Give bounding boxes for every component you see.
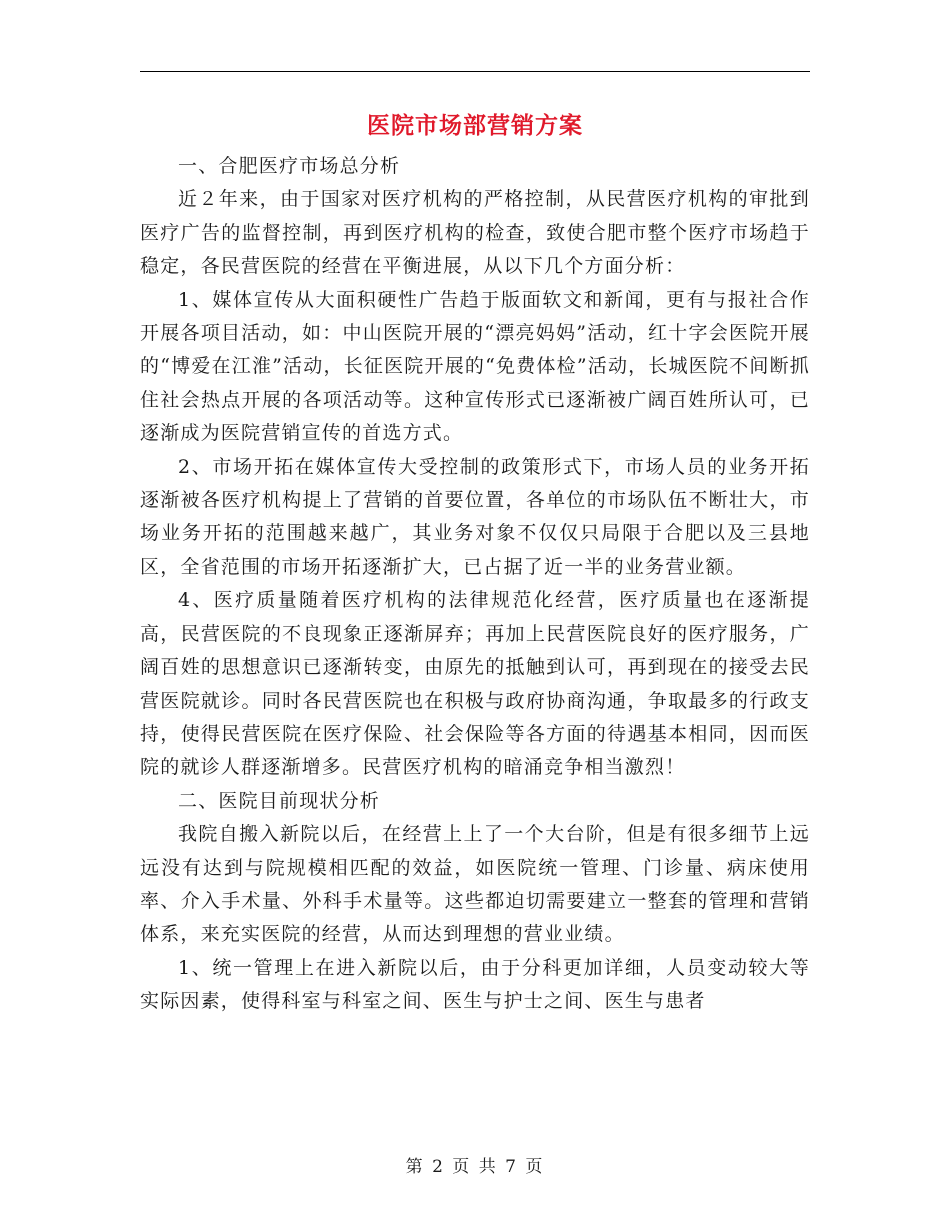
document-body: [140, 150, 810, 1019]
paragraph-market-development: 2、市场开拓在媒体宣传大受控制的政策形式下，市场人员的业务开拓逐渐被各医疗机构提上了营销的首要位置，各单位的市场队伍不断壮大，市场业务开拓的范围越来越广，其业务对象不仅仅只局限于合肥以及三县地区，全省范围的市场开拓逐渐扩大，已占据了近一半的业务营业额。: [140, 455, 810, 578]
document-title: 医院市场部营销方案: [367, 112, 583, 139]
page-number-footer: 第 2 页 共 7 页: [405, 1157, 545, 1177]
section-heading-market-analysis: 一、合肥医疗市场总分析: [178, 155, 401, 177]
header-rule: [140, 71, 810, 72]
paragraph-unified-management: 1、统一管理上在进入新院以后，由于分科更加详细，人员变动较大等实际因素，使得科室与科室之间、医生与护士之间、医生与患者: [140, 956, 810, 1013]
paragraph-current-status: 我院自搬入新院以后，在经营上上了一个大台阶，但是有很多细节上远远没有达到与院规模相匹配的效益，如医院统一管理、门诊量、病床使用率、介入手术量、外科手术量等。这些都迫切需要建立一整套的管理和营销体系，来充实医院的经营，从而达到理想的营业业绩。: [140, 823, 810, 946]
section-heading-current-status: 二、医院目前现状分析: [178, 789, 381, 812]
paragraph-market-overview: 近２年来，由于国家对医疗机构的严格控制，从民营医疗机构的审批到医疗广告的监督控制，再到医疗机构的检查，致使合肥市整个医疗市场趋于稳定，各民营医院的经营在平衡进展，从以下几个方面分析：: [140, 188, 810, 278]
paragraph-media-promotion: 1、媒体宣传从大面积硬性广告趋于版面软文和新闻，更有与报社合作开展各项目活动，如：中山医院开展的“漂亮妈妈”活动，红十字会医院开展的“博爱在江淮”活动，长征医院开展的“免费体检”活动，长城医院不间断抓住社会热点开展的各项活动等。这种宣传形式已逐渐被广阔百姓所认可，已逐渐成为医院营销宣传的首选方式。: [140, 288, 810, 445]
paragraph-medical-quality: 4、医疗质量随着医疗机构的法律规范化经营，医疗质量也在逐渐提高，民营医院的不良现象正逐渐屏弃；再加上民营医院良好的医疗服务，广阔百姓的思想意识已逐渐转变，由原先的抵触到认可，再到现在的接受去民营医院就诊。同时各民营医院也在积极与政府协商沟通，争取最多的行政支持，使得民营医院在医疗保险、社会保险等各方面的待遇基本相同，因而医院的就诊人群逐渐增多。民营医疗机构的暗涌竞争相当激烈！: [140, 589, 810, 779]
